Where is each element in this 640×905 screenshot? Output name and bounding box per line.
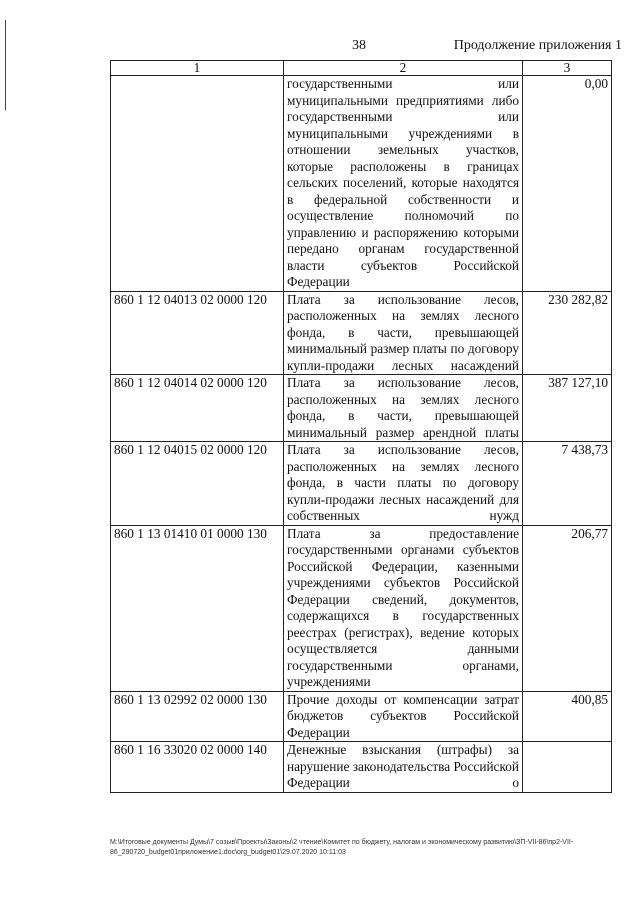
row-description: Плата за использование лесов, расположенных на землях лесного фонда, в части платы по договору купли-продажи лесных насаждений для собственных нужд <box>284 442 523 526</box>
column-header-3: 3 <box>523 61 612 76</box>
page-number: 38 <box>352 38 366 53</box>
row-amount: 387 127,10 <box>523 375 612 442</box>
continuation-title: Продолжение приложения 1 <box>453 38 622 53</box>
row-code: 860 1 13 01410 01 0000 130 <box>111 525 284 691</box>
row-description: Денежные взыскания (штрафы) за нарушение законодательства Российской Федерации о <box>284 742 523 793</box>
table-row <box>111 742 612 793</box>
row-description: Прочие доходы от компенсации затрат бюджетов субъектов Российской Федерации <box>284 691 523 742</box>
row-amount: 400,85 <box>523 691 612 742</box>
document-footer <box>110 838 620 858</box>
row-code: 860 1 12 04013 02 0000 120 <box>111 291 284 375</box>
table-row <box>111 525 612 691</box>
row-amount: 206,77 <box>523 525 612 691</box>
row-amount: 230 282,82 <box>523 291 612 375</box>
table-row <box>111 691 612 742</box>
margin-line <box>5 20 6 110</box>
row-code: 860 1 13 02992 02 0000 130 <box>111 691 284 742</box>
header-row <box>111 61 612 76</box>
row-code: 860 1 16 33020 02 0000 140 <box>111 742 284 793</box>
footer-path-line-2: 86_290720_budget01приложение1.doc\org_budget01\29.07.2020 10:11:03 <box>110 849 346 856</box>
column-header-2: 2 <box>284 61 523 76</box>
row-code: 860 1 12 04014 02 0000 120 <box>111 375 284 442</box>
row-description: Плата за использование лесов, расположенных на землях лесного фонда, в части, превышающей минимальный размер платы по договору купли-продажи лесных насаждений <box>284 291 523 375</box>
row-description: государственными или муниципальными предприятиями либо государственными или муниципальными учреждениями в отношении земельных участков, которые расположены в границах сельских поселений, которые находятся в федеральной собственности и осуществление полномочий по управлению и распоряжению которыми передано органам государственной власти субъектов Российской Федерации <box>284 76 523 292</box>
table-row <box>111 375 612 442</box>
row-amount: 7 438,73 <box>523 442 612 526</box>
row-description: Плата за предоставление государственными органами субъектов Российской Федерации, казенными учреждениями субъектов Российской Федерации сведений, документов, содержащихся в государственных реестрах (регистрах), ведение которых осуществляется данными государственными органами, учреждениями <box>284 525 523 691</box>
table-row <box>111 76 612 292</box>
column-header-1: 1 <box>111 61 284 76</box>
row-description: Плата за использование лесов, расположенных на землях лесного фонда, в части, превышающей минимальный размер арендной платы <box>284 375 523 442</box>
row-code: 860 1 12 04015 02 0000 120 <box>111 442 284 526</box>
row-amount <box>523 742 612 793</box>
footer-path-line-1: М:\Итоговые документы Думы\7 созыв\Проекты\Законы\2 чтение\Комитет по бюджету, налогам и экономическому развитию\ЗП-VII-86\пр2-VII- <box>110 839 574 846</box>
budget-table <box>110 60 612 793</box>
table-row <box>111 291 612 375</box>
table-row <box>111 442 612 526</box>
row-code <box>111 76 284 292</box>
row-amount: 0,00 <box>523 76 612 292</box>
